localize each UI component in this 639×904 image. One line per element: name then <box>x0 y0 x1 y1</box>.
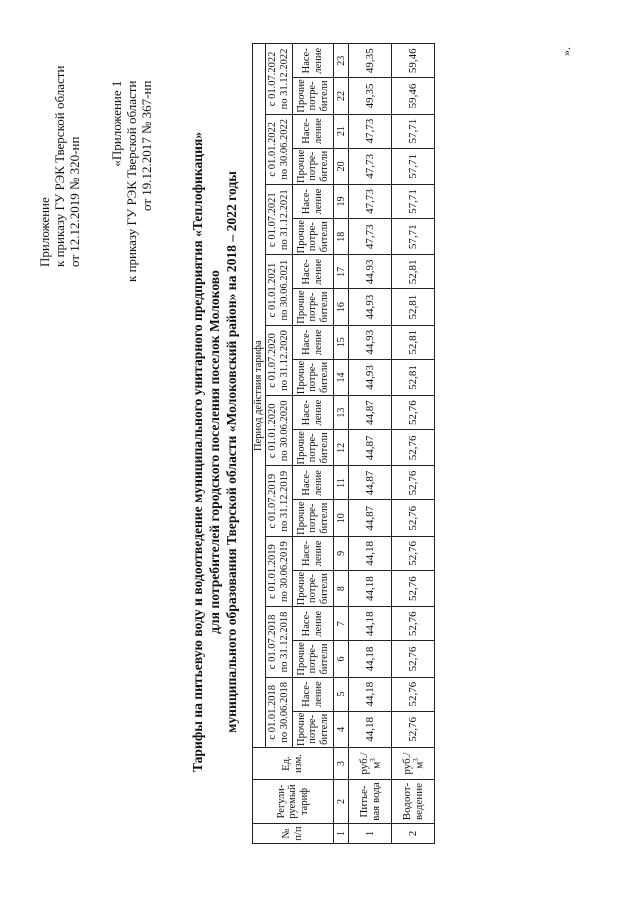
tariff-value: 44,18 <box>349 641 392 677</box>
column-number: 15 <box>334 325 349 359</box>
tariff-value: 44,93 <box>349 359 392 395</box>
row-number: 1 <box>349 824 392 844</box>
column-number: 9 <box>334 536 349 570</box>
table-row <box>392 44 435 844</box>
tariff-value: 44,93 <box>349 255 392 289</box>
header-population: Насе-ление <box>293 607 334 641</box>
header-period-range: с 01.07.2022 по 31.12.2022 <box>266 44 293 114</box>
document-title <box>190 0 241 904</box>
appendix-current-reference <box>38 66 83 267</box>
tariff-value: 59,46 <box>392 78 435 114</box>
column-number: 4 <box>334 711 349 747</box>
column-number: 8 <box>334 570 349 606</box>
header-population: Насе-ление <box>293 325 334 359</box>
appendix-line: от 12.12.2019 № 320-нп <box>66 136 82 267</box>
tariff-value: 44,87 <box>349 500 392 536</box>
tariff-value: 47,73 <box>349 148 392 184</box>
tariff-value: 44,87 <box>349 466 392 500</box>
tariff-value: 52,81 <box>392 325 435 359</box>
column-number: 2 <box>334 780 349 824</box>
tariff-value: 44,18 <box>349 570 392 606</box>
tariff-value: 52,76 <box>392 466 435 500</box>
column-number: 7 <box>334 607 349 641</box>
column-number: 5 <box>334 677 349 711</box>
column-number: 11 <box>334 466 349 500</box>
tariff-value: 52,76 <box>392 536 435 570</box>
tariff-value: 57,71 <box>392 185 435 219</box>
row-tariff: Водоот-ведение <box>392 780 435 824</box>
column-number: 22 <box>334 78 349 114</box>
header-other-consumers: Прочие потре-бители <box>293 78 334 114</box>
tariff-value: 44,18 <box>349 607 392 641</box>
tariff-value: 44,93 <box>349 325 392 359</box>
row-unit: $руб./м^3$ <box>392 748 435 780</box>
header-other-consumers: Прочие потре-бители <box>293 711 334 747</box>
column-number: 17 <box>334 255 349 289</box>
appendix-original-reference <box>110 81 155 282</box>
header-period-range: с 01.01.2020 по 30.06.2020 <box>266 396 293 466</box>
column-number: 14 <box>334 359 349 395</box>
tariff-value: 52,76 <box>392 607 435 641</box>
header-tariff: Регули-руемый тариф <box>253 780 334 824</box>
header-period-range: с 01.07.2019 по 31.12.2019 <box>266 466 293 536</box>
column-number: 19 <box>334 185 349 219</box>
tariff-value: 52,76 <box>392 430 435 466</box>
header-other-consumers: Прочие потре-бители <box>293 570 334 606</box>
header-period-range: с 01.07.2018 по 31.12.2018 <box>266 607 293 677</box>
tariff-value: 52,76 <box>392 500 435 536</box>
column-number: 18 <box>334 219 349 255</box>
tariff-value: 59,46 <box>392 44 435 78</box>
appendix-line: «Приложение 1 <box>109 80 124 167</box>
appendix-line: к приказу ГУ РЭК Тверской области <box>123 80 139 282</box>
header-population: Насе-ление <box>293 677 334 711</box>
tariff-value: 57,71 <box>392 148 435 184</box>
header-other-consumers: Прочие потре-бители <box>293 359 334 395</box>
header-period-range: с 01.01.2019 по 30.06.2019 <box>266 536 293 606</box>
tariff-value: 57,71 <box>392 219 435 255</box>
tariff-table <box>252 43 435 844</box>
column-number: 3 <box>334 748 349 780</box>
header-unit: Ед. изм. <box>253 748 334 780</box>
header-population: Насе-ление <box>293 114 334 148</box>
header-period-range: с 01.07.2020 по 31.12.2020 <box>266 325 293 395</box>
tariff-value: 49,35 <box>349 44 392 78</box>
header-period-range: с 01.01.2021 по 30.06.2021 <box>266 255 293 325</box>
tariff-value: 47,73 <box>349 219 392 255</box>
column-number: 6 <box>334 641 349 677</box>
header-population: Насе-ление <box>293 44 334 78</box>
tariff-value: 44,87 <box>349 396 392 430</box>
tariff-value: 52,76 <box>392 570 435 606</box>
closing-quote: ». <box>559 47 573 56</box>
header-population: Насе-ление <box>293 185 334 219</box>
header-period-range: с 01.01.2022 по 30.06.2022 <box>266 114 293 184</box>
tariff-value: 44,87 <box>349 430 392 466</box>
unit-superscript: 3 <box>368 758 377 762</box>
row-number: 2 <box>392 824 435 844</box>
tariff-value: 52,81 <box>392 255 435 289</box>
tariff-value: 52,81 <box>392 289 435 325</box>
header-population: Насе-ление <box>293 396 334 430</box>
tariff-value: 47,73 <box>349 114 392 148</box>
tariff-value: 44,93 <box>349 289 392 325</box>
tariff-value: 52,76 <box>392 641 435 677</box>
header-other-consumers: Прочие потре-бители <box>293 500 334 536</box>
header-period-range: с 01.07.2021 по 31.12.2021 <box>266 185 293 255</box>
header-period-range: с 01.01.2018 по 30.06.2018 <box>266 677 293 747</box>
header-other-consumers: Прочие потре-бители <box>293 430 334 466</box>
header-period: Период действия тарифа <box>253 44 266 748</box>
tariff-value: 52,76 <box>392 396 435 430</box>
header-other-consumers: Прочие потре-бители <box>293 148 334 184</box>
row-unit: $руб./м^3$ <box>349 748 392 780</box>
column-number: 21 <box>334 114 349 148</box>
tariff-value: 44,18 <box>349 711 392 747</box>
tariff-value: 47,73 <box>349 185 392 219</box>
tariff-value: 49,35 <box>349 78 392 114</box>
tariff-value: 44,18 <box>349 536 392 570</box>
tariff-value: 57,71 <box>392 114 435 148</box>
header-population: Насе-ление <box>293 255 334 289</box>
column-number: 23 <box>334 44 349 78</box>
header-other-consumers: Прочие потре-бители <box>293 641 334 677</box>
header-population: Насе-ление <box>293 466 334 500</box>
title-line: Тарифы на питьевую воду и водоотведение муниципального унитарного предприятия «Теплофикация» <box>190 131 205 773</box>
column-number: 10 <box>334 500 349 536</box>
title-line: муниципального образования Тверской области «Молоковский район» на 2018 – 2022 годы <box>223 171 239 733</box>
tariff-value: 52,76 <box>392 677 435 711</box>
column-number: 16 <box>334 289 349 325</box>
column-number: 1 <box>334 824 349 844</box>
tariff-value: 44,18 <box>349 677 392 711</box>
table-row <box>349 44 392 844</box>
tariff-value: 52,76 <box>392 711 435 747</box>
row-tariff: Питье-вая вода <box>349 780 392 824</box>
appendix-line: Приложение <box>37 197 52 267</box>
header-population: Насе-ление <box>293 536 334 570</box>
appendix-line: от 19.12.2017 № 367-нп <box>138 80 154 211</box>
header-other-consumers: Прочие потре-бители <box>293 219 334 255</box>
column-number: 12 <box>334 430 349 466</box>
header-row-number: № п/п <box>253 824 334 844</box>
title-line: для потребителей городского поселения поселок Молоково <box>206 270 222 634</box>
tariff-value: 52,81 <box>392 359 435 395</box>
column-number: 13 <box>334 396 349 430</box>
unit-superscript: 3 <box>411 758 420 762</box>
column-number: 20 <box>334 148 349 184</box>
header-other-consumers: Прочие потре-бители <box>293 289 334 325</box>
appendix-line: к приказу ГУ РЭК Тверской области <box>51 65 67 267</box>
